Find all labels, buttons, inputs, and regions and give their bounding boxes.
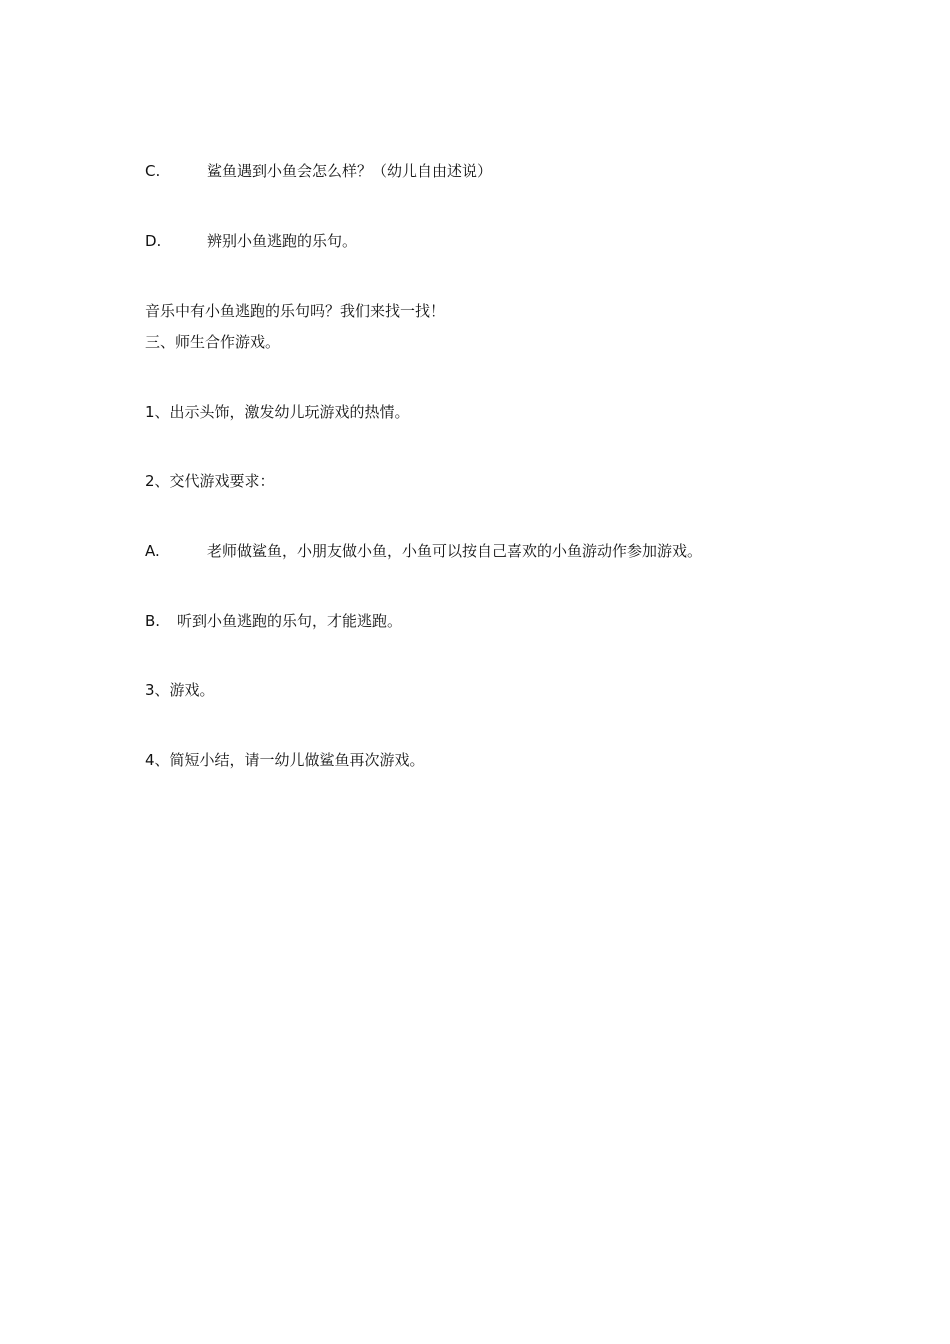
numbered-item-text: 2、交代游戏要求： <box>145 472 275 490</box>
numbered-item-text: 3、游戏。 <box>145 681 215 699</box>
paragraph <box>145 301 445 321</box>
list-item-c <box>145 161 492 181</box>
section-heading-text: 三、师生合作游戏。 <box>145 333 281 351</box>
numbered-item-4 <box>145 750 425 770</box>
list-item-text: 鲨鱼遇到小鱼会怎么样？（幼儿自由述说） <box>207 162 493 180</box>
list-item-text: 辨别小鱼逃跑的乐句。 <box>207 232 358 250</box>
list-item-a <box>145 541 702 561</box>
numbered-item-3 <box>145 680 215 700</box>
list-marker: C. <box>145 162 161 180</box>
numbered-item-text: 4、简短小结，请一幼儿做鲨鱼再次游戏。 <box>145 751 425 769</box>
list-marker: A. <box>145 542 160 560</box>
numbered-item-text: 1、出示头饰，激发幼儿玩游戏的热情。 <box>145 403 410 421</box>
list-item-d <box>145 231 357 251</box>
numbered-item-1 <box>145 402 410 422</box>
list-marker: D. <box>145 232 162 250</box>
numbered-item-2 <box>145 471 275 491</box>
list-item-b <box>145 611 402 631</box>
list-item-text: 老师做鲨鱼，小朋友做小鱼，小鱼可以按自己喜欢的小鱼游动作参加游戏。 <box>207 542 703 560</box>
section-heading <box>145 332 280 352</box>
paragraph-text: 音乐中有小鱼逃跑的乐句吗？我们来找一找！ <box>145 302 446 320</box>
list-marker: B. <box>145 612 161 630</box>
list-item-text: 听到小鱼逃跑的乐句，才能逃跑。 <box>177 612 403 630</box>
